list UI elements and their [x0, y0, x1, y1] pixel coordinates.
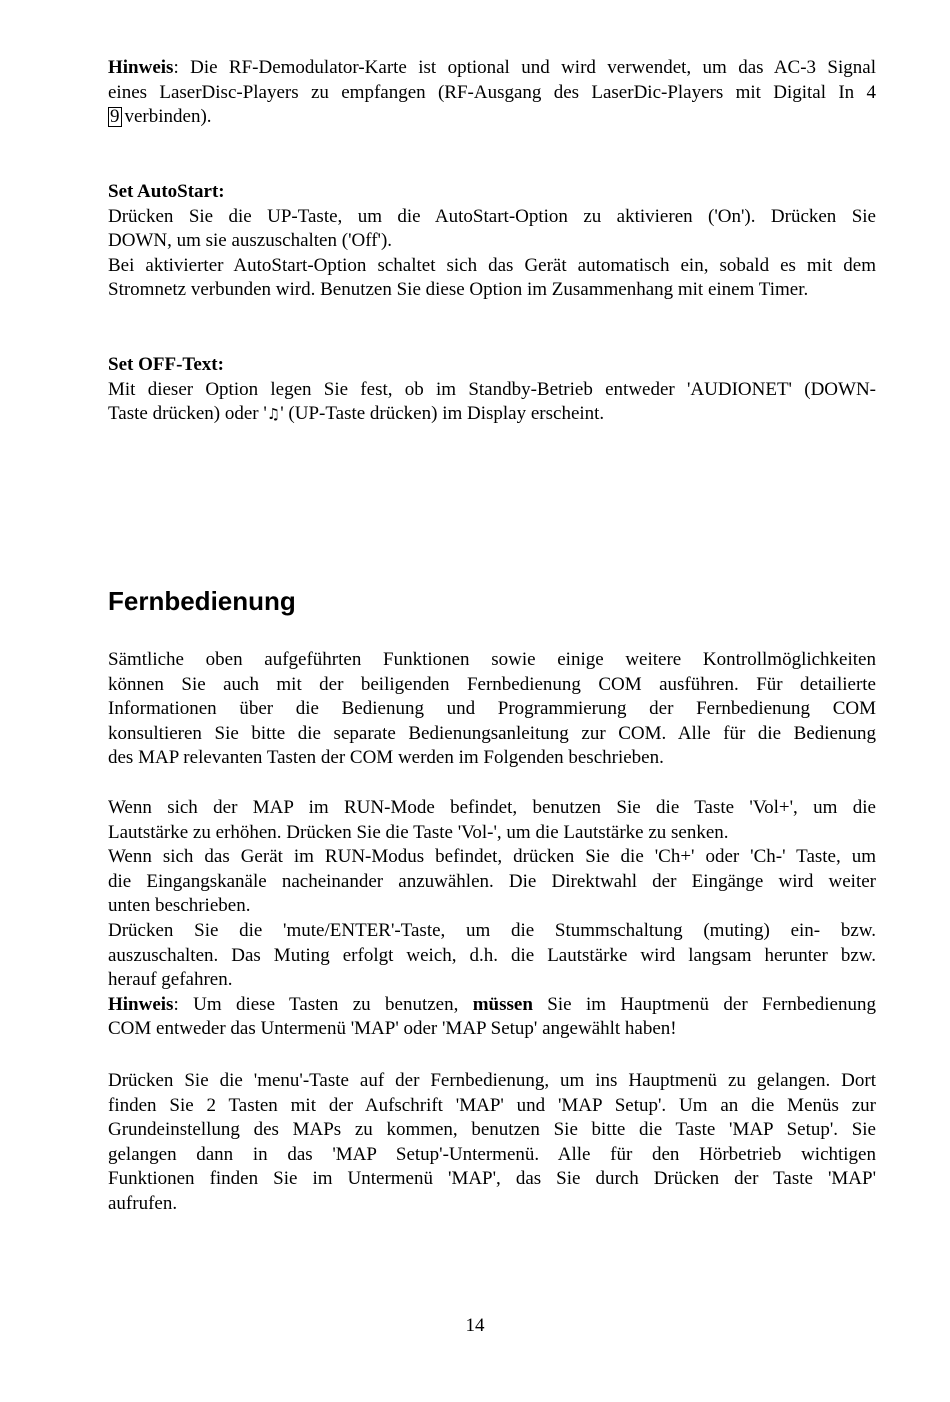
music-note-icon: ♫: [266, 405, 281, 424]
para1-line-3: Informationen über die Bedienung und Programmierung der Fernbedienung COM: [108, 698, 876, 720]
para3-line-6: aufrufen.: [108, 1192, 178, 1214]
hinweis-line-1: Hinweis: Die RF-Demodulator-Karte ist optional und wird verwendet, um das AC-3 Signal: [108, 57, 876, 78]
hinweis-line-2: eines LaserDisc-Players zu empfangen (RF-Ausgang des LaserDic-Players mit Digital In 4: [108, 81, 876, 103]
para2-line-7: auszuschalten. Das Muting erfolgt weich, d.h. die Lautstärke wird langsam herunter bzw.: [108, 944, 876, 966]
page-number: 14: [465, 1315, 485, 1336]
para2-line-8: herauf gefahren.: [108, 969, 233, 991]
para1-line-1: Sämtliche oben aufgeführten Funktionen sowie einige weitere Kontrollmöglichkeiten: [108, 649, 876, 670]
autostart-section: [108, 180, 876, 303]
para2-line-4: die Eingangskanäle nacheinander anzuwählen. Die Direktwahl der Eingänge wird weiter: [108, 870, 876, 892]
hinweis-rf-note: [108, 56, 876, 130]
para2-line-1: Wenn sich der MAP im RUN-Mode befindet, benutzen Sie die Taste 'Vol+', um die: [108, 797, 876, 818]
autostart-title: Set AutoStart:: [108, 181, 225, 202]
emphasis-muessen: müssen: [472, 993, 533, 1015]
hinweis-label-2: Hinweis: [108, 993, 174, 1015]
offtext-line-1: Mit dieser Option legen Sie fest, ob im Standby-Betrieb entweder 'AUDIONET' (DOWN-: [108, 378, 876, 400]
para2-line-6: Drücken Sie die 'mute/ENTER'-Taste, um die Stummschaltung (muting) ein- bzw.: [108, 919, 876, 941]
hinweis-line-3: 9 verbinden).: [110, 106, 212, 128]
autostart-line-4: Stromnetz verbunden wird. Benutzen Sie diese Option im Zusammenhang mit einem Timer.: [108, 279, 809, 301]
para2-line-2: Lautstärke zu erhöhen. Drücken Sie die Taste 'Vol-', um die Lautstärke zu senken.: [108, 821, 729, 843]
menu-paragraph: [108, 1069, 876, 1217]
para2-line-10: COM entweder das Untermenü 'MAP' oder 'MAP Setup' angewählt haben!: [108, 1018, 677, 1040]
boxed-digit: 9: [110, 106, 120, 128]
offtext-section: [108, 353, 876, 427]
para2-hinweis-line: Hinweis: Um diese Tasten zu benutzen, müssen Sie im Hauptmenü der Fernbedienung: [108, 993, 876, 1015]
para3-line-3: Grundeinstellung des MAPs zu kommen, benutzen Sie bitte die Taste 'MAP Setup'. Sie: [108, 1119, 876, 1141]
para3-line-1: Drücken Sie die 'menu'-Taste auf der Fernbedienung, um ins Hauptmenü zu gelangen. Dort: [108, 1070, 876, 1091]
para1-line-4: konsultieren Sie bitte die separate Bedienungsanleitung zur COM. Alle für die Bedienung: [108, 722, 876, 744]
para3-line-2: finden Sie 2 Tasten mit der Aufschrift 'MAP' und 'MAP Setup'. Um an die Menüs zur: [108, 1094, 876, 1116]
section-heading: Fernbedienung: [108, 586, 296, 616]
para3-line-5: Funktionen finden Sie im Untermenü 'MAP', das Sie durch Drücken der Taste 'MAP': [108, 1168, 876, 1190]
remote-keys-paragraph: [108, 796, 876, 1042]
para2-line-5: unten beschrieben.: [108, 895, 251, 917]
autostart-line-3: Bei aktivierter AutoStart-Option schaltet sich das Gerät automatisch ein, sobald es mit dem: [108, 254, 876, 276]
autostart-line-2: DOWN, um sie auszuschalten ('Off').: [108, 230, 393, 252]
autostart-line-1: Drücken Sie die UP-Taste, um die AutoStart-Option zu aktivieren ('On'). Drücken Sie: [108, 205, 876, 227]
offtext-title: Set OFF-Text:: [108, 354, 224, 375]
para3-line-4: gelangen dann in das 'MAP Setup'-Untermenü. Alle für den Hörbetrieb wichtigen: [108, 1143, 876, 1165]
hinweis-label: Hinweis: [108, 57, 174, 78]
offtext-line-2: Taste drücken) oder '♫' (UP-Taste drücken) im Display erscheint.: [108, 403, 605, 425]
remote-intro-paragraph: [108, 648, 876, 771]
para1-line-2: können Sie auch mit der beiligenden Fernbedienung COM ausführen. Für detailierte: [108, 673, 876, 695]
para1-line-5: des MAP relevanten Tasten der COM werden im Folgenden beschrieben.: [108, 747, 664, 769]
para2-line-3: Wenn sich das Gerät im RUN-Modus befindet, drücken Sie die 'Ch+' oder 'Ch-' Taste, um: [108, 846, 876, 868]
